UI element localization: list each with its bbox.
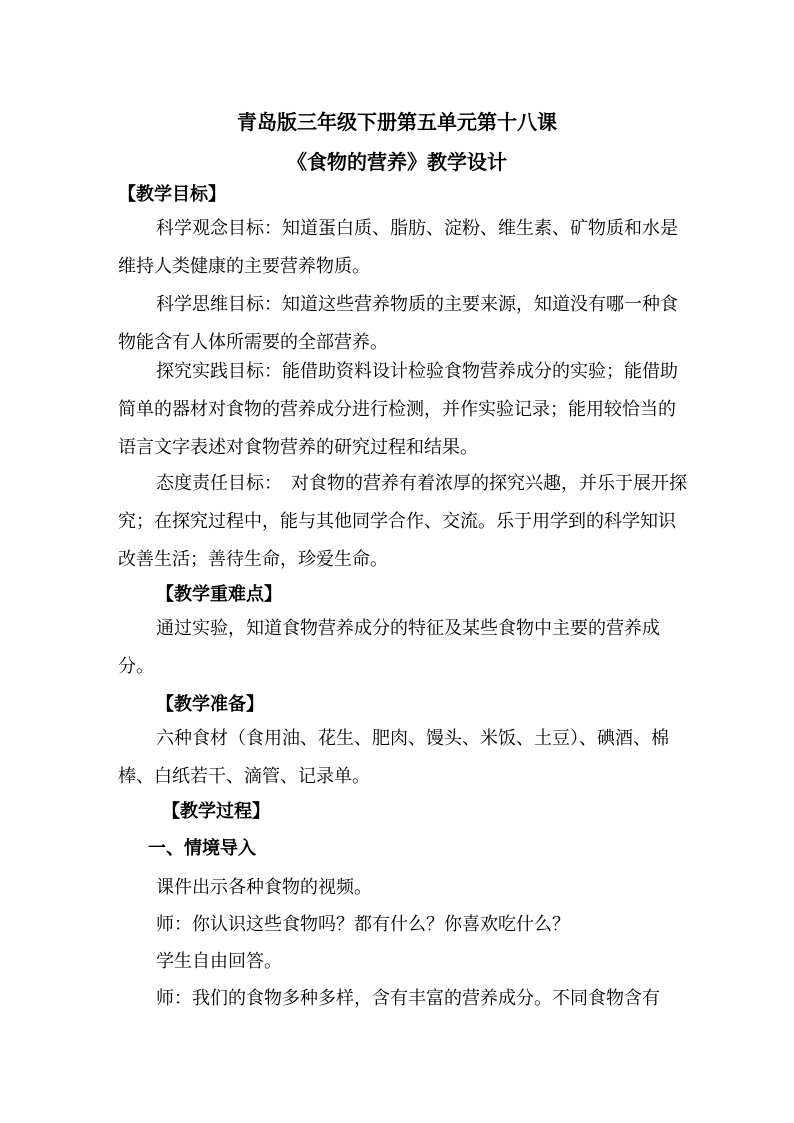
step1-heading: 一、情境导入 [148, 838, 256, 859]
objective-practice: 探究实践目标：能借助资料设计检验食物营养成分的实验；能借助简单的器材对食物的营养成分进行检测，并作实验记录；能用较恰当的语言文字表述对食物营养的研究过程和结果。 [118, 361, 678, 458]
key-points-text: 通过实验，知道食物营养成分的特征及某些食物中主要的营养成分。 [118, 618, 660, 677]
process-heading: 【教学过程】 [162, 801, 270, 822]
document-title-line2: 《食物的营养》教学设计 [287, 150, 507, 174]
step1-line1: 课件出示各种食物的视频。 [156, 877, 372, 898]
objective-attitude: 态度责任目标： 对食物的营养有着浓厚的探究兴趣，并乐于展开探究；在探究过程中，能与其他同学合作、交流。乐于用学到的科学知识改善生活；善待生命，珍爱生命。 [118, 473, 687, 570]
key-points-heading: 【教学重难点】 [156, 584, 282, 605]
document-title-line1: 青岛版三年级下册第五单元第十八课 [237, 110, 557, 134]
step1-line2: 师：你认识这些食物吗？都有什么？你喜欢吃什么？ [156, 914, 570, 935]
preparation-heading: 【教学准备】 [156, 694, 264, 715]
objective-science-concept: 科学观念目标：知道蛋白质、脂肪、淀粉、维生素、矿物质和水是维持人类健康的主要营养物质。 [118, 218, 678, 277]
objective-science-thinking: 科学思维目标：知道这些营养物质的主要来源，知道没有哪一种食物能含有人体所需要的全部营养。 [118, 294, 678, 353]
step1-line3: 学生自由回答。 [156, 951, 282, 972]
step1-line4: 师：我们的食物多种多样，含有丰富的营养成分。不同食物含有 [156, 988, 660, 1009]
preparation-text: 六种食材（食用油、花生、肥肉、馒头、米饭、土豆）、碘酒、棉棒、白纸若干、滴管、记录单。 [118, 728, 669, 787]
objectives-heading: 【教学目标】 [118, 184, 226, 205]
